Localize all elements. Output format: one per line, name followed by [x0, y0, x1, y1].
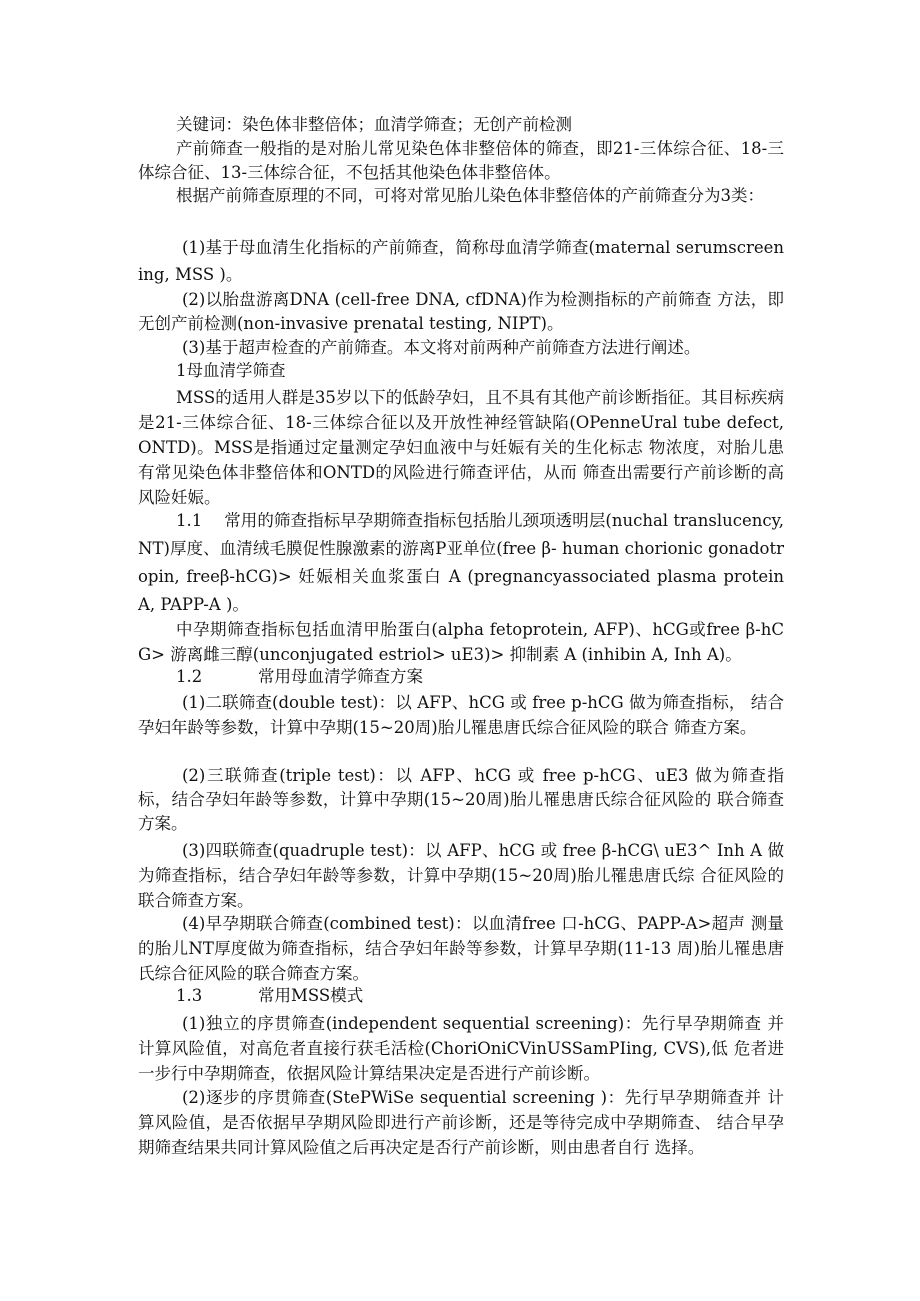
- scheme-4-paragraph: (4)早孕期联合筛查(combined test)：以血清free 口-hCG、PAPP-A>超声 测量的胎儿NT厚度做为筛查指标，结合孕妇年龄等参数，计算早孕期(11-13 周)胎儿罹患唐氏综合征风险的联合筛查方案。: [138, 914, 784, 983]
- intro-paragraph: 产前筛查一般指的是对胎儿常见染色体非整倍体的筛查，即21-三体综合征、18-三体综合征、13-三体综合征，不包括其他染色体非整倍体。: [138, 139, 784, 182]
- section-heading-1-2: [176, 665, 423, 689]
- section-heading-1: 1母血清学筛查: [176, 361, 286, 380]
- mode-1-paragraph: (1)独立的序贯筛查(independent sequential screening)：先行早孕期筛查 并计算风险值，对高危者直接行获毛活检(ChoriOniCVinUSSamPIing, CVS),低 危者进一步行中孕期筛查，依据风险计算结果决定是否进行产前诊断。: [138, 1014, 784, 1083]
- list-item-3: (3)基于超声检查的产前筛查。本文将对前两种产前筛查方法进行阐述。: [182, 338, 701, 357]
- classification-paragraph: 根据产前筛查原理的不同，可将对常见胎儿染色体非整倍体的产前筛查分为3类：: [176, 186, 764, 205]
- section-number: 1.3: [176, 986, 203, 1005]
- scheme-1-paragraph: (1)二联筛查(double test)：以 AFP、hCG 或 free p-hCG 做为筛查指标， 结合孕妇年龄等参数，计算中孕期(15~20周)胎儿罹患唐氏综合征风险的联合 筛查方案。: [138, 693, 784, 737]
- keywords-line: 关键词：染色体非整倍体；血清学筛查；无创产前检测: [176, 115, 572, 134]
- section-title: 常用MSS模式: [258, 986, 364, 1005]
- section-heading-1-3: [176, 984, 363, 1008]
- mss-paragraph: MSS的适用人群是35岁以下的低龄孕妇，且不具有其他产前诊断指征。其目标疾病是21-三体综合征、18-三体综合征以及开放性神经管缺陷(OPenneUral tube defect, ONTD)。MSS是指通过定量测定孕妇血液中与妊娠有关的生化标志 物浓度，对胎儿患有常见染色体非整倍体和ONTD的风险进行筛查评估，从而 筛查出需要行产前诊断的高风险妊娠。: [138, 388, 784, 507]
- scheme-3-paragraph: (3)四联筛查(quadruple test)：以 AFP、hCG 或 free β-hCG\ uE3^ Inh A 做为筛查指标，结合孕妇年龄等参数，计算中孕期(15~20周)胎儿罹患唐氏综 合征风险的联合筛查方案。: [138, 841, 784, 910]
- section-number: 1.2: [176, 667, 203, 686]
- mid-trimester-paragraph: 中孕期筛查指标包括血清甲胎蛋白(alpha fetoprotein, AFP)、hCG或free β-hCG> 游离雌三醇(unconjugated estriol> uE3)> 抑制素 A (inhibin A, Inh A)。: [138, 620, 784, 664]
- mode-2-paragraph: (2)逐步的序贯筛查(StePWiSe sequential screening )：先行早孕期筛查并 计算风险值，是否依据早孕期风险即进行产前诊断，还是等待完成中孕期筛查、 结合早孕期筛查结果共同计算风险值之后再决定是否行产前诊断，则由患者自行 选择。: [138, 1088, 784, 1157]
- scheme-2-paragraph: (2)三联筛查(triple test)：以 AFP、hCG 或 free p-hCG、uE3 做为筛查指 标，结合孕妇年龄等参数，计算中孕期(15~20周)胎儿罹患唐氏综合征风险的 联合筛查方案。: [138, 766, 784, 833]
- list-item-2: (2)以胎盘游离DNA (cell-free DNA, cfDNA)作为检测指标的产前筛查 方法，即无创产前检测(non-invasive prenatal testing, NIPT)。: [138, 290, 784, 333]
- section-title: 常用母血清学筛查方案: [258, 667, 423, 686]
- section-1-1-paragraph: 1.1 常用的筛查指标早孕期筛查指标包括胎儿颈项透明层(nuchal translucency, NT)厚度、血清绒毛膜促性腺激素的游离P亚单位(free β- human chorionic gonadotropin, freeβ-hCG)> 妊娠相关血浆蛋白 A (pregnancyassociated plasma protein A, PAPP-A )。: [138, 511, 784, 614]
- list-item-1: (1)基于母血清生化指标的产前筛查，简称母血清学筛查(maternal serumscreening, MSS )。: [138, 238, 784, 284]
